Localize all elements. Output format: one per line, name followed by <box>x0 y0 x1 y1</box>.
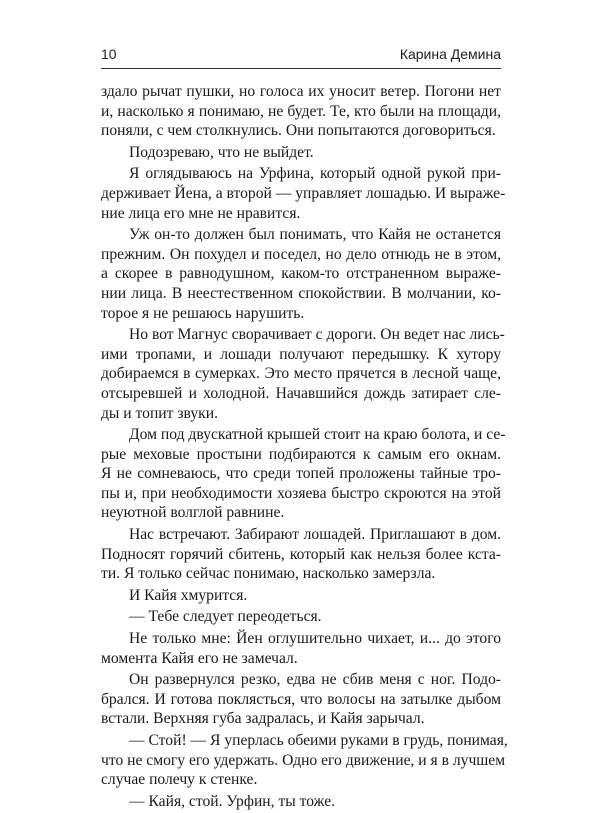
text-line: торое я не решаюсь нарушить. <box>101 304 305 322</box>
text-line: Подозреваю, что не выйдет. <box>129 143 314 161</box>
text-line: рые меховые простыни подбираются к самым его окнам. <box>101 445 501 463</box>
text-line: прежним. Он похудел и поседел, но дело отнюдь не в этом, <box>101 245 501 263</box>
text-line: — Тебе следует переодеться. <box>129 608 322 626</box>
text-line: пы и, при необходимости хозяева быстро скроются на этой <box>101 484 501 502</box>
text-line: и, насколько я понимаю, не будет. Те, кто были на площади, <box>101 102 501 120</box>
text-line: встали. Верхняя губа задралась, и Кайя зарычал. <box>101 710 425 728</box>
text-line: Я оглядываюсь на Урфина, который одной рукой при- <box>129 165 501 183</box>
text-line: ими тропами, и лошади получают передышку. К хутору <box>101 345 501 363</box>
text-line: Я не сомневаюсь, что среди топей проложены тайные тро- <box>101 465 501 483</box>
text-line: а скорее в равнодушном, каком-то отстраненном выраже- <box>101 265 501 283</box>
text-line: Нас встречают. Забирают лошадей. Приглашают в дом. <box>129 526 501 544</box>
paragraph <box>101 731 508 790</box>
text-line: поняли, с чем столкнулись. Они попытаются договориться. <box>101 122 496 140</box>
text-line: Но вот Магнус сворачивает с дороги. Он ведет нас лись- <box>129 326 505 344</box>
text-line: Не только мне: Йен оглушительно чихает, и... до этого <box>129 630 501 648</box>
text-line: здало рычат пушки, но голоса их уносит ветер. Погони нет <box>101 83 501 100</box>
text-line: И Кайя хмурится. <box>129 586 248 604</box>
text-line: отсыревшей и холодной. Начавшийся дождь затирает сле- <box>101 384 501 402</box>
paragraph <box>101 225 501 323</box>
header-rule <box>101 68 501 69</box>
text-line: ние лица его мне не нравится. <box>101 204 301 222</box>
paragraph <box>101 586 501 606</box>
text-line: момента Кайя его не замечал. <box>101 649 298 667</box>
paragraph <box>101 629 501 668</box>
paragraph <box>101 82 501 141</box>
text-line: ды и топит звуки. <box>101 404 218 422</box>
author-name: Карина Демина <box>399 46 501 62</box>
text-line: брался. И готова поклясться, что волосы на затылке дыбом <box>101 690 501 708</box>
text-line: Уж он-то должен был понимать, что Кайя не останется <box>129 226 501 244</box>
text-line: ти. Я только сейчас понимаю, насколько замерзла. <box>101 565 436 583</box>
text-line: Он развернулся резко, едва не сбив меня с ног. Подо- <box>129 671 501 689</box>
text-line: неуютной волглой равнине. <box>101 504 285 522</box>
body-text <box>101 82 508 813</box>
paragraph <box>101 670 501 729</box>
text-line: Дом под двускатной крышей стоит на краю болота, и се- <box>129 426 506 444</box>
text-line: случае полечу к стенке. <box>101 771 258 789</box>
text-line: — Кайя, стой. Урфин, ты тоже. <box>129 792 336 810</box>
text-line: добираемся в сумерках. Это место прячется в лесной чаще, <box>101 365 501 383</box>
paragraph <box>101 143 501 163</box>
paragraph <box>101 325 505 423</box>
text-line: Подносят горячий сбитень, который как нельзя более кста- <box>101 545 501 563</box>
paragraph <box>101 525 501 584</box>
text-line: нии лица. В неестественном спокойствии. В молчании, ко- <box>101 284 501 302</box>
paragraph <box>101 607 501 627</box>
paragraph <box>101 792 501 812</box>
paragraph <box>101 164 506 223</box>
text-line: — Стой! — Я уперлась обеими руками в грудь, понимая, <box>129 732 508 749</box>
page-number: 10 <box>101 46 117 62</box>
paragraph <box>101 425 506 523</box>
text-line: что не смогу его удержать. Одно его движение, и я в лучшем <box>101 751 506 769</box>
text-line: держивает Йена, а второй — управляет лошадью. И выраже- <box>101 184 506 202</box>
running-header <box>101 42 501 62</box>
